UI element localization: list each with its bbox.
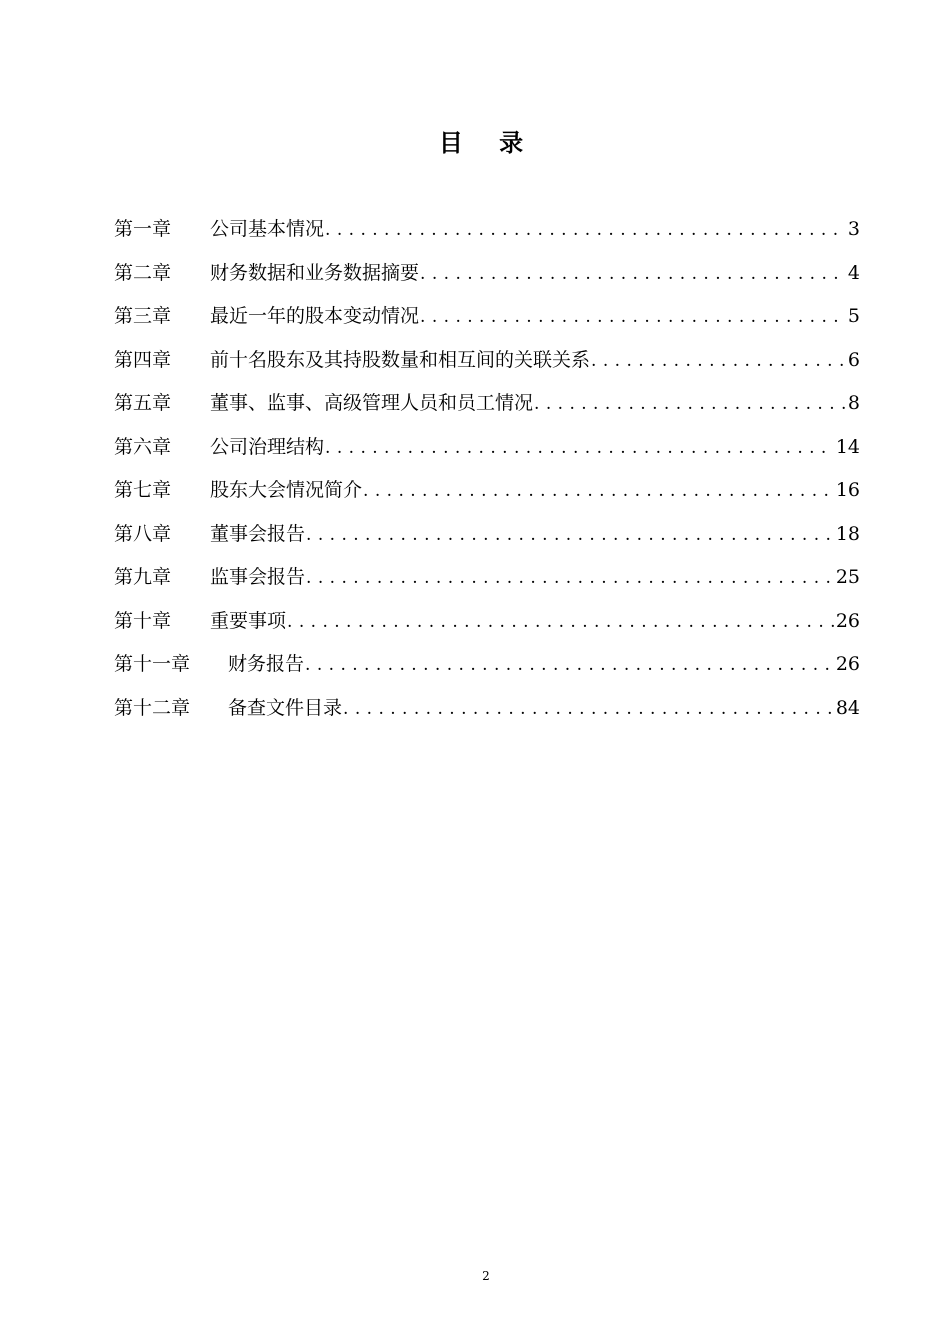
toc-chapter-title: 董事、监事、高级管理人员和员工情况 bbox=[210, 392, 534, 414]
toc-page-number: 5 bbox=[847, 305, 860, 327]
toc-entry-3[interactable] bbox=[114, 300, 860, 344]
toc-dot-leader bbox=[363, 475, 834, 507]
toc-chapter-title: 监事会报告 bbox=[210, 566, 306, 588]
toc-dot-leader bbox=[325, 214, 846, 246]
toc-chapter-title: 股东大会情况简介 bbox=[210, 479, 363, 501]
toc-entry-11[interactable] bbox=[114, 648, 860, 692]
toc-chapter-title: 财务报告 bbox=[228, 653, 305, 675]
toc-entry-8[interactable] bbox=[114, 518, 860, 562]
toc-page-number: 84 bbox=[835, 696, 860, 719]
toc-chapter-number: 第十二章 bbox=[114, 696, 191, 719]
toc-entry-5[interactable] bbox=[114, 387, 860, 431]
toc-chapter-number: 第七章 bbox=[114, 479, 172, 501]
toc-page-number: 26 bbox=[835, 609, 860, 632]
toc-entry-1[interactable] bbox=[114, 213, 860, 257]
table-of-contents bbox=[114, 213, 860, 735]
toc-page-number: 3 bbox=[847, 218, 860, 240]
toc-chapter-number: 第五章 bbox=[114, 392, 172, 414]
toc-chapter-number: 第一章 bbox=[114, 218, 172, 240]
toc-chapter-title: 重要事项 bbox=[210, 609, 287, 632]
toc-page-number: 25 bbox=[835, 566, 860, 588]
toc-chapter-title: 财务数据和业务数据摘要 bbox=[210, 261, 420, 284]
toc-chapter-title: 公司治理结构 bbox=[210, 435, 325, 458]
page-title: 目 录 bbox=[438, 129, 538, 157]
toc-chapter-number: 第二章 bbox=[114, 261, 172, 284]
toc-dot-leader bbox=[420, 258, 846, 290]
toc-dot-leader bbox=[287, 606, 834, 638]
toc-dot-leader bbox=[306, 562, 834, 594]
toc-chapter-title: 前十名股东及其持股数量和相互间的关联关系 bbox=[210, 348, 591, 371]
toc-entry-6[interactable] bbox=[114, 431, 860, 475]
toc-page-number: 8 bbox=[847, 392, 860, 414]
toc-chapter-number: 第十一章 bbox=[114, 653, 191, 675]
toc-entry-4[interactable] bbox=[114, 344, 860, 388]
toc-chapter-number: 第六章 bbox=[114, 435, 172, 458]
footer-page-number: 2 bbox=[482, 1269, 490, 1283]
toc-dot-leader bbox=[343, 693, 834, 725]
toc-dot-leader bbox=[305, 649, 834, 681]
toc-entry-10[interactable] bbox=[114, 605, 860, 649]
toc-chapter-number: 第八章 bbox=[114, 522, 172, 545]
toc-dot-leader bbox=[591, 345, 846, 377]
toc-chapter-title: 备查文件目录 bbox=[228, 696, 343, 719]
toc-dot-leader bbox=[325, 432, 834, 464]
toc-dot-leader bbox=[420, 301, 846, 333]
toc-page-number: 26 bbox=[835, 653, 860, 675]
toc-dot-leader bbox=[306, 519, 834, 551]
toc-page-number: 18 bbox=[835, 522, 860, 545]
toc-dot-leader bbox=[534, 388, 846, 420]
toc-entry-2[interactable] bbox=[114, 257, 860, 301]
toc-entry-12[interactable] bbox=[114, 692, 860, 736]
toc-chapter-number: 第九章 bbox=[114, 566, 172, 588]
toc-page-number: 14 bbox=[835, 435, 860, 458]
toc-entry-9[interactable] bbox=[114, 561, 860, 605]
toc-page-number: 16 bbox=[835, 479, 860, 501]
toc-page-number: 6 bbox=[847, 348, 860, 371]
toc-chapter-number: 第十章 bbox=[114, 609, 172, 632]
toc-entry-7[interactable] bbox=[114, 474, 860, 518]
toc-chapter-title: 董事会报告 bbox=[210, 522, 306, 545]
toc-chapter-number: 第四章 bbox=[114, 348, 172, 371]
toc-chapter-number: 第三章 bbox=[114, 305, 172, 327]
toc-chapter-title: 公司基本情况 bbox=[210, 218, 325, 240]
toc-chapter-title: 最近一年的股本变动情况 bbox=[210, 305, 420, 327]
toc-page-number: 4 bbox=[847, 261, 860, 284]
